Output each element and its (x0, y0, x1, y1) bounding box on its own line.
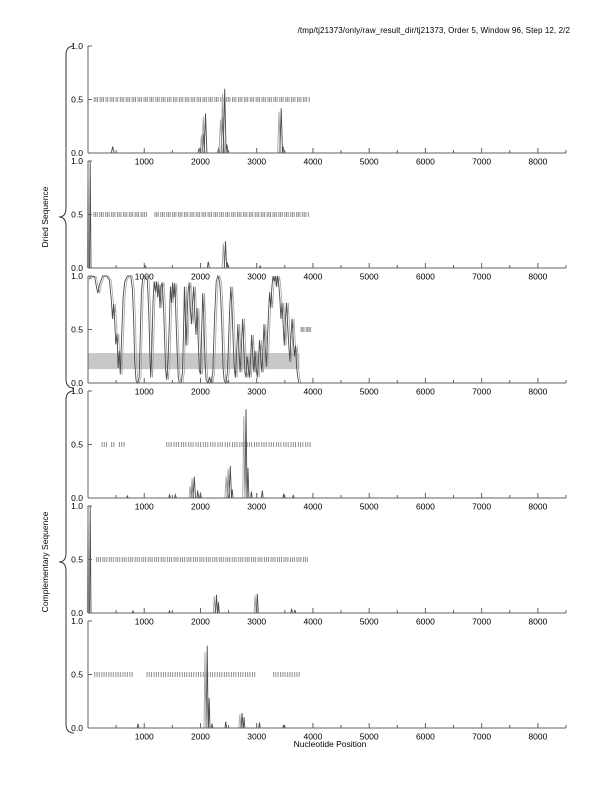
svg-text:4000: 4000 (303, 731, 323, 742)
svg-text:6000: 6000 (415, 156, 435, 167)
svg-text:5000: 5000 (359, 156, 379, 167)
svg-text:0.5: 0.5 (71, 94, 83, 105)
svg-text:8000: 8000 (528, 156, 548, 167)
svg-text:8000: 8000 (528, 616, 548, 627)
svg-text:2000: 2000 (191, 386, 210, 397)
svg-text:4000: 4000 (303, 271, 323, 282)
svg-text:1000: 1000 (134, 156, 154, 167)
svg-text:0.5: 0.5 (71, 209, 83, 220)
svg-text:2000: 2000 (191, 731, 210, 742)
svg-text:3000: 3000 (247, 386, 267, 397)
svg-text:7000: 7000 (472, 271, 492, 282)
svg-text:1.0: 1.0 (71, 270, 83, 281)
svg-text:1.0: 1.0 (71, 40, 83, 51)
svg-text:6000: 6000 (415, 386, 435, 397)
svg-text:1.0: 1.0 (71, 615, 83, 626)
svg-text:0.0: 0.0 (71, 607, 83, 618)
svg-text:2000: 2000 (191, 156, 210, 167)
svg-text:1.0: 1.0 (71, 385, 83, 396)
x-axis-label: Nucleotide Position (293, 739, 367, 749)
svg-text:7000: 7000 (472, 731, 492, 742)
svg-text:3000: 3000 (247, 271, 267, 282)
svg-text:7000: 7000 (472, 156, 492, 167)
svg-text:1000: 1000 (134, 271, 154, 282)
svg-text:5000: 5000 (359, 616, 379, 627)
svg-text:5000: 5000 (359, 386, 379, 397)
svg-text:3000: 3000 (247, 731, 267, 742)
y-group-label-dried-sequence: Dried Sequence (40, 186, 50, 248)
svg-text:3000: 3000 (247, 156, 267, 167)
y-group-label-complementary-sequence: Complementary Sequence (40, 511, 50, 613)
svg-text:0.0: 0.0 (71, 262, 83, 273)
svg-text:5000: 5000 (359, 271, 379, 282)
svg-text:7000: 7000 (472, 616, 492, 627)
svg-text:4000: 4000 (303, 156, 323, 167)
svg-text:6000: 6000 (415, 616, 435, 627)
svg-text:1000: 1000 (134, 731, 154, 742)
svg-text:2000: 2000 (191, 271, 210, 282)
svg-text:5000: 5000 (359, 501, 379, 512)
svg-text:3000: 3000 (247, 616, 267, 627)
svg-text:8000: 8000 (528, 386, 548, 397)
svg-text:2000: 2000 (191, 616, 210, 627)
svg-text:0.0: 0.0 (71, 492, 83, 503)
svg-text:8000: 8000 (528, 501, 548, 512)
svg-text:8000: 8000 (528, 271, 548, 282)
svg-text:0.5: 0.5 (71, 324, 83, 335)
svg-text:1.0: 1.0 (71, 155, 83, 166)
svg-text:0.5: 0.5 (71, 554, 83, 565)
svg-text:7000: 7000 (472, 501, 492, 512)
svg-text:5000: 5000 (359, 731, 379, 742)
svg-text:8000: 8000 (528, 731, 548, 742)
svg-text:0.0: 0.0 (71, 722, 83, 733)
figure-title: /tmp/tj21373/only/raw_result_dir/tj21373, Order 5, Window 96, Step 12, 2/2 (297, 26, 570, 35)
svg-text:6000: 6000 (415, 501, 435, 512)
svg-text:1000: 1000 (134, 386, 154, 397)
svg-text:2000: 2000 (191, 501, 210, 512)
svg-text:0.5: 0.5 (71, 439, 83, 450)
svg-text:0.0: 0.0 (71, 147, 83, 158)
svg-text:6000: 6000 (415, 731, 435, 742)
svg-text:4000: 4000 (303, 386, 323, 397)
svg-text:7000: 7000 (472, 386, 492, 397)
svg-text:4000: 4000 (303, 616, 323, 627)
svg-text:3000: 3000 (247, 501, 267, 512)
svg-text:1000: 1000 (134, 616, 154, 627)
svg-text:4000: 4000 (303, 501, 323, 512)
svg-text:0.0: 0.0 (71, 377, 83, 388)
svg-text:0.5: 0.5 (71, 669, 83, 680)
svg-text:1.0: 1.0 (71, 500, 83, 511)
svg-text:6000: 6000 (415, 271, 435, 282)
svg-text:1000: 1000 (134, 501, 154, 512)
